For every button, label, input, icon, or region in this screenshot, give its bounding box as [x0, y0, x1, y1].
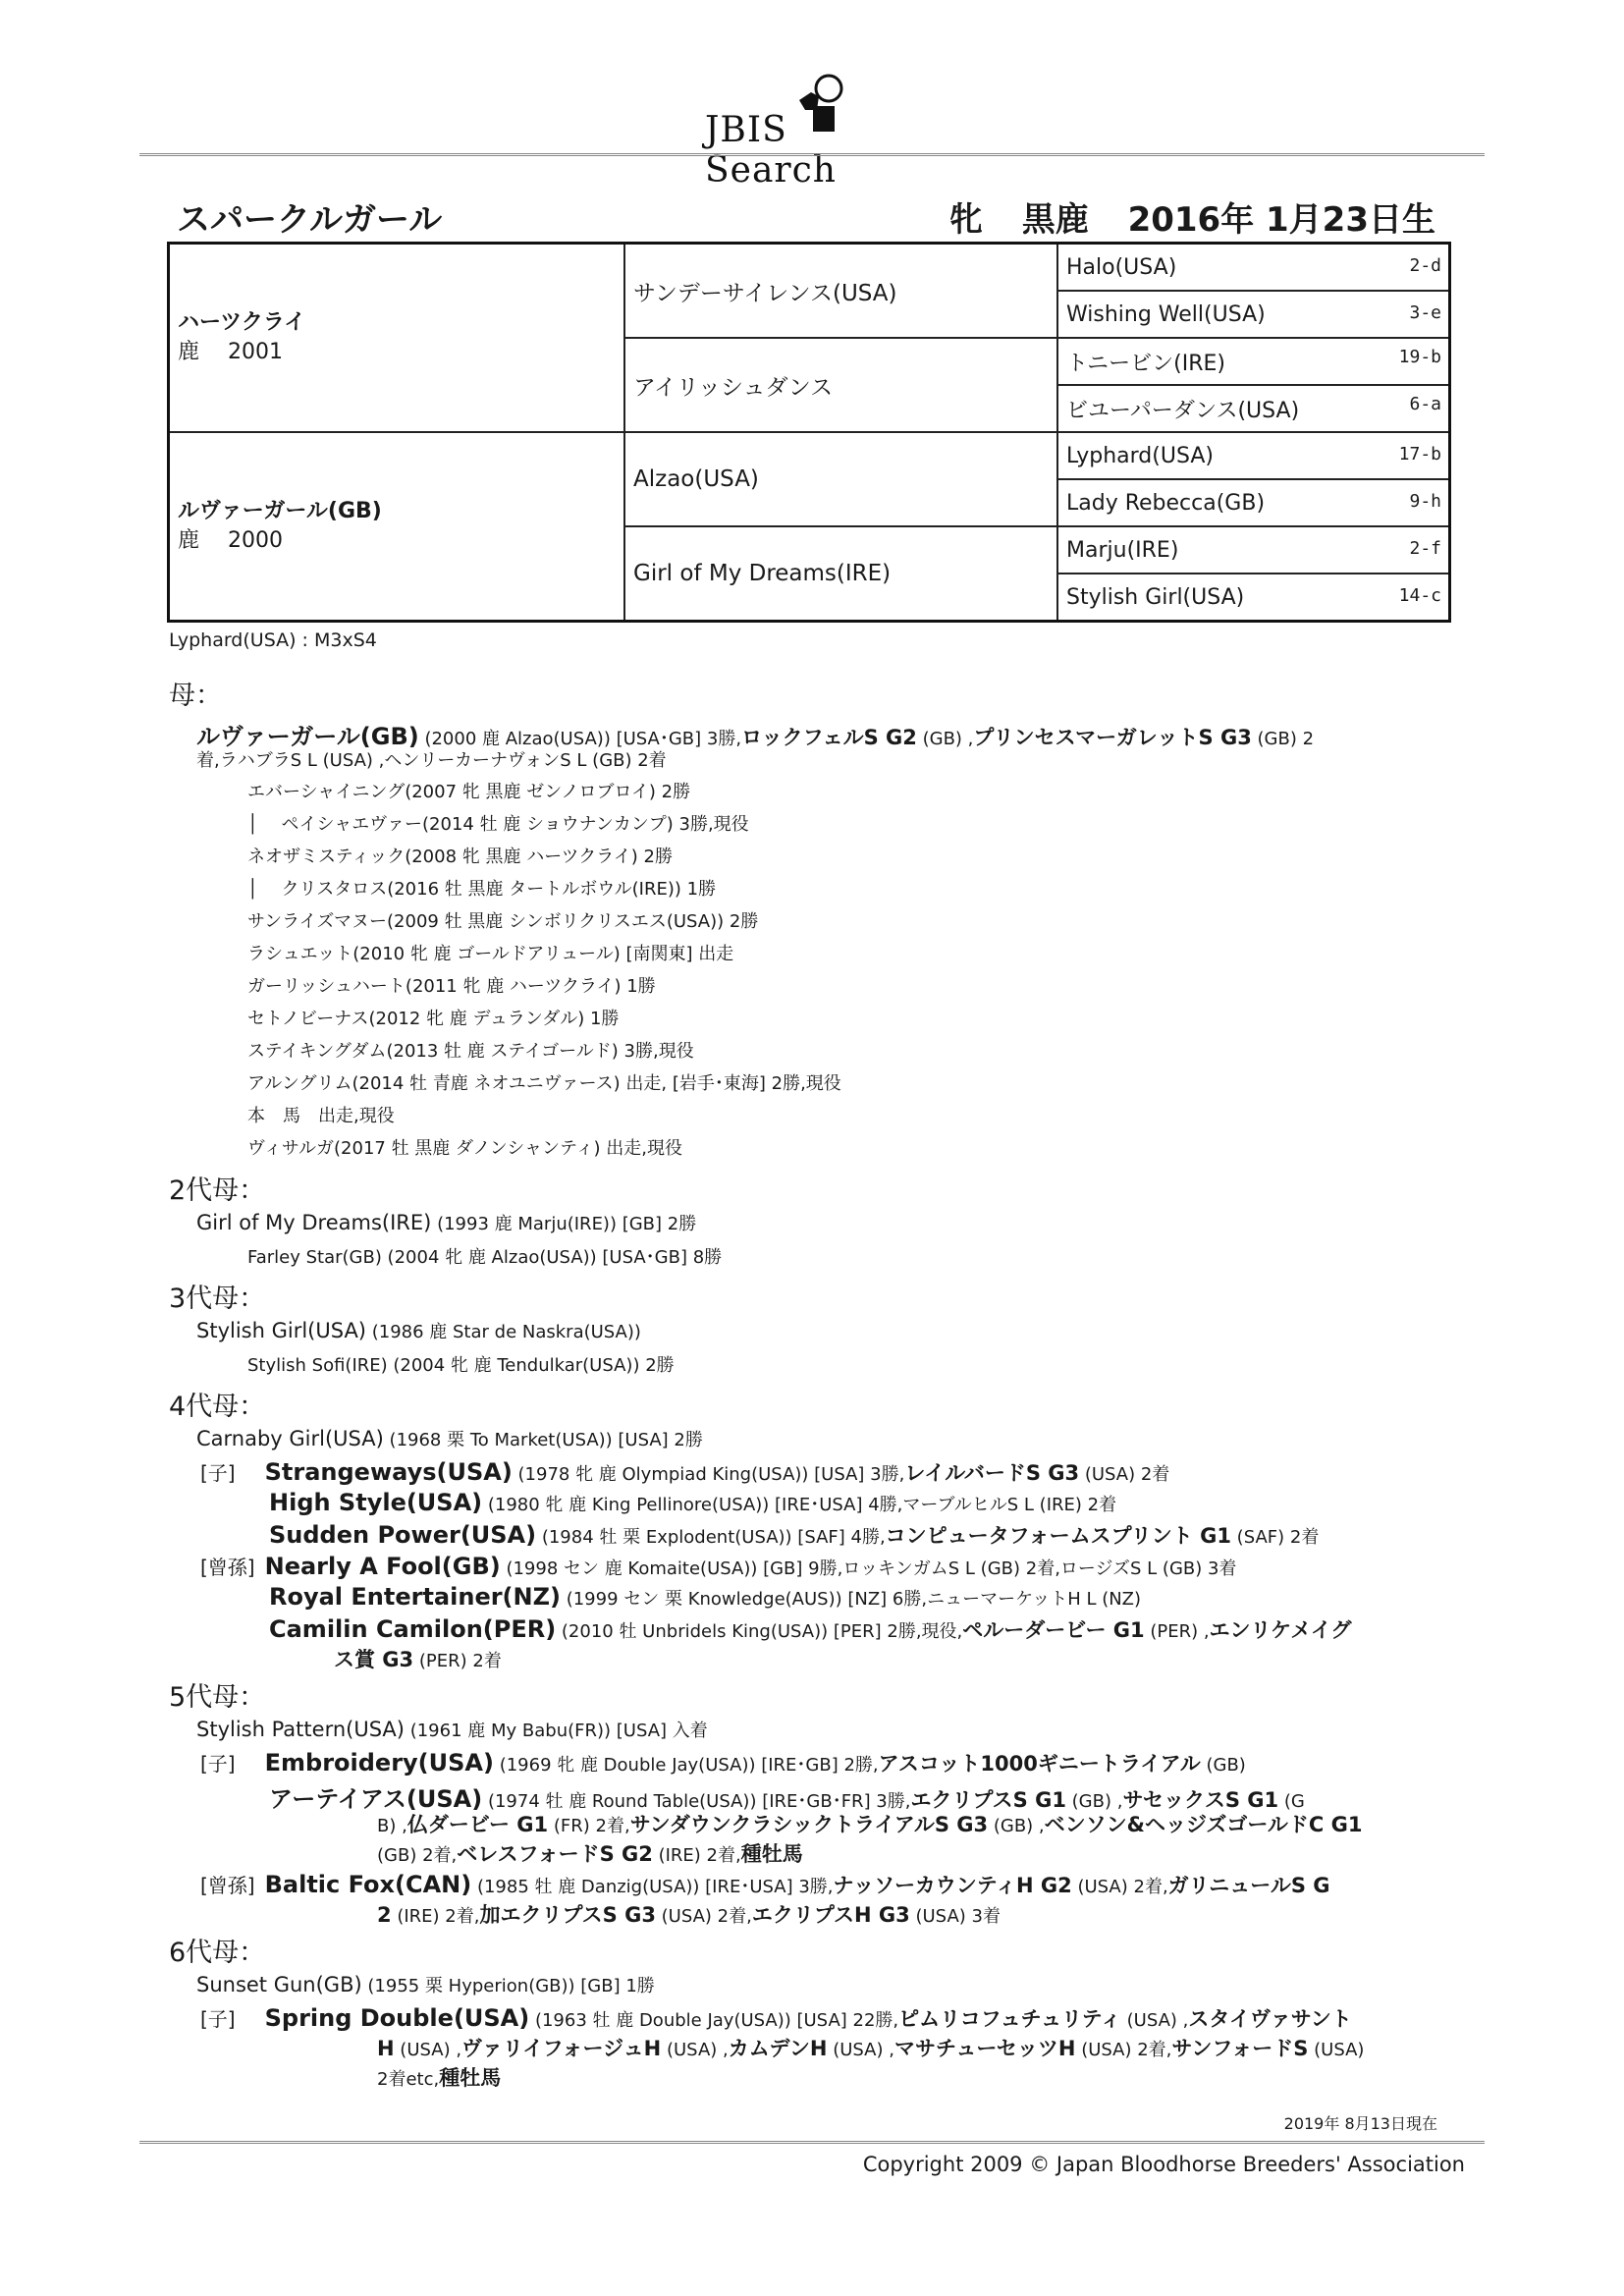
copyright: Copyright 2009 © Japan Bloodhorse Breeders' Association	[862, 2153, 1465, 2176]
horse-name: スパークルガール	[177, 200, 443, 240]
third-dam-record: Stylish Girl(USA) (1986 鹿 Star de Naskra(USA))	[196, 1319, 641, 1342]
header-divider	[139, 153, 1485, 156]
horse-sex: 牝	[948, 200, 983, 240]
footer-divider	[139, 2141, 1485, 2144]
descendant-row: [子] Embroidery(USA) (1969 牝 鹿 Double Jay(USA)) [IRE･GB] 2勝,アスコット1000ギニートライアル (GB)	[200, 1749, 1246, 1777]
dam-info: 鹿 2000	[178, 528, 283, 553]
descendant-row-cont: 2 (IRE) 2着,加エクリプスS G3 (USA) 2着,エクリプスH G3 (USA) 3着	[377, 1903, 1001, 1927]
dam-record-line1: ルヴァーガール(GB) (2000 鹿 Alzao(USA)) [USA･GB] 3勝,ロックフェルS G2 (GB) ,プリンセスマーガレットS G3 (GB) 2	[196, 723, 1315, 750]
logo-text-jbis: JBIS	[705, 110, 787, 150]
descendant-row-cont: H (USA) ,ヴァリイフォージュH (USA) ,カムデンH (USA) ,マサチューセッツH (USA) 2着,サンフォードS (USA)	[377, 2037, 1365, 2060]
pedigree-dss: Lyphard(USA) 17-b	[1057, 432, 1450, 479]
sixth-dam-record: Sunset Gun(GB) (1955 栗 Hyperion(GB)) [GB] 1勝	[196, 1973, 655, 1996]
pedigree-ssd: Wishing Well(USA) 3-e	[1057, 291, 1450, 338]
as-of-date: 2019年 8月13日現在	[1283, 2114, 1437, 2133]
jbis-logo	[705, 71, 941, 191]
pedigree-dd: Girl of My Dreams(IRE)	[624, 526, 1057, 622]
section-dam-heading: 母：	[169, 681, 222, 711]
foal-row: アルングリム(2014 牡 青鹿 ネオユニヴァース) 出走, [岩手･東海] 2勝,現役	[247, 1073, 841, 1094]
inbreeding-note: Lyphard(USA) : M3xS4	[169, 629, 377, 651]
foal-row: サンライズマヌー(2009 牡 黒鹿 シンボリクリスエス(USA)) 2勝	[247, 911, 759, 932]
descendant-row: [子] Spring Double(USA) (1963 牡 鹿 Double Jay(USA)) [USA] 22勝,ピムリコフュチュリティ (USA) ,スタイヴァサント	[200, 2004, 1352, 2032]
foal-row: セトノビーナス(2012 牝 鹿 デュランダル) 1勝	[247, 1009, 620, 1029]
descendant-row-cont: B) ,仏ダービー G1 (FR) 2着,サンダウンクラシックトライアルS G3 (GB) ,ベンソン&ヘッジズゴールドC G1	[377, 1813, 1363, 1836]
descendant-row: [曾孫] Baltic Fox(CAN) (1985 牡 鹿 Danzig(USA)) [IRE･USA] 3勝,ナッソーカウンティH G2 (USA) 2着,ガリニュールS G	[200, 1871, 1330, 1898]
descendant-row: High Style(USA) (1980 牝 鹿 King Pellinore(USA)) [IRE･USA] 4勝,マーブルヒルS L (IRE) 2着	[269, 1489, 1117, 1516]
section-3rd-dam-heading: 3代母：	[169, 1284, 266, 1314]
pedigree-ss: サンデーサイレンス(USA)	[624, 244, 1057, 339]
section-2nd-dam-heading: 2代母：	[169, 1175, 266, 1206]
fourth-dam-record: Carnaby Girl(USA) (1968 栗 To Market(USA)) [USA] 2勝	[196, 1427, 703, 1450]
descendant-row: アーテイアス(USA) (1974 牡 鹿 Round Table(USA)) [IRE･GB･FR] 3勝,エクリプスS G1 (GB) ,サセックスS G1 (G	[269, 1785, 1305, 1813]
foal-row: ガーリッシュハート(2011 牝 鹿 ハーツクライ) 1勝	[247, 976, 656, 997]
pedigree-dam	[169, 432, 625, 622]
foal-row: ネオザミスティック(2008 牝 黒鹿 ハーツクライ) 2勝	[247, 847, 673, 867]
horse-birth: 2016年 1月23日生	[1127, 200, 1435, 240]
foal-row: エバーシャイニング(2007 牝 黒鹿 ゼンノロブロイ) 2勝	[247, 782, 691, 802]
descendant-row: Sudden Power(USA) (1984 牡 栗 Explodent(USA)) [SAF] 4勝,コンピュータフォームスプリント G1 (SAF) 2着	[269, 1521, 1320, 1549]
pedigree-ddd: Stylish Girl(USA) 14-c	[1057, 574, 1450, 622]
pedigree-sss: Halo(USA) 2-d	[1057, 244, 1450, 292]
descendant-row-cont: (GB) 2着,ベレスフォードS G2 (IRE) 2着,種牡馬	[377, 1842, 803, 1866]
pedigree-dds: Marju(IRE) 2-f	[1057, 526, 1450, 574]
section-5th-dam-heading: 5代母：	[169, 1682, 266, 1713]
dam-name: ルヴァーガール(GB)	[178, 499, 382, 524]
foal-row: │ クリスタロス(2016 牡 黒鹿 タートルボウル(IRE)) 1勝	[247, 879, 717, 900]
dam-record-line2: 着,ラハブラS L (USA) ,ヘンリーカーナヴォンS L (GB) 2着	[196, 750, 667, 771]
foal-row: ステイキングダム(2013 牡 鹿 ステイゴールド) 3勝,現役	[247, 1041, 694, 1062]
section-6th-dam-heading: 6代母：	[169, 1938, 266, 1968]
pedigree-ds: Alzao(USA)	[624, 432, 1057, 526]
descendant-row-cont: 2着etc,種牡馬	[377, 2066, 502, 2090]
foal-row: ラシュエット(2010 牝 鹿 ゴールドアリュール) [南関東] 出走	[247, 944, 734, 964]
second-dam-record: Girl of My Dreams(IRE) (1993 鹿 Marju(IRE)) [GB] 2勝	[196, 1211, 697, 1234]
foal-row: 本 馬 出走,現役	[247, 1106, 395, 1126]
second-dam-foal: Farley Star(GB) (2004 牝 鹿 Alzao(USA)) [USA･GB] 8勝	[247, 1247, 723, 1268]
pedigree-sd: アイリッシュダンス	[624, 338, 1057, 432]
sire-name: ハーツクライ	[178, 310, 306, 336]
foal-row: │ ペイシャエヴァー(2014 牡 鹿 ショウナンカンプ) 3勝,現役	[247, 814, 749, 835]
pedigree-dsd: Lady Rebecca(GB) 9-h	[1057, 479, 1450, 526]
pedigree-sdd: ビユーパーダンス(USA) 6-a	[1057, 385, 1450, 432]
sire-info: 鹿 2001	[178, 340, 283, 364]
pedigree-sds: トニービン(IRE) 19-b	[1057, 338, 1450, 385]
foal-row: ヴィサルガ(2017 牡 黒鹿 ダノンシャンティ) 出走,現役	[247, 1138, 682, 1159]
logo-text-search: Search	[705, 150, 837, 191]
descendant-row: [曾孫] Nearly A Fool(GB) (1998 セン 鹿 Komaite(USA)) [GB] 9勝,ロッキンガムS L (GB) 2着,ロージズS L (GB) 3着	[200, 1553, 1237, 1580]
descendant-row: Camilin Camilon(PER) (2010 牡 Unbridels King(USA)) [PER] 2勝,現役,ペルーダービー G1 (PER) ,エンリケメイグ	[269, 1615, 1352, 1643]
descendant-row-cont: ス賞 G3 (PER) 2着	[334, 1648, 502, 1671]
descendant-row: [子] Strangeways(USA) (1978 牝 鹿 Olympiad King(USA)) [USA] 3勝,レイルバードS G3 (USA) 2着	[200, 1458, 1170, 1486]
third-dam-foal: Stylish Sofi(IRE) (2004 牝 鹿 Tendulkar(USA)) 2勝	[247, 1355, 675, 1376]
pedigree-sire	[169, 244, 625, 433]
horse-info	[922, 192, 1435, 241]
horse-color: 黒鹿	[1021, 200, 1089, 240]
fifth-dam-record: Stylish Pattern(USA) (1961 鹿 My Babu(FR)) [USA] 入着	[196, 1718, 708, 1741]
pedigree-table	[167, 242, 1451, 623]
section-4th-dam-heading: 4代母：	[169, 1392, 266, 1422]
descendant-row: Royal Entertainer(NZ) (1999 セン 栗 Knowledge(AUS)) [NZ] 6勝,ニューマーケットH L (NZ)	[269, 1583, 1142, 1611]
